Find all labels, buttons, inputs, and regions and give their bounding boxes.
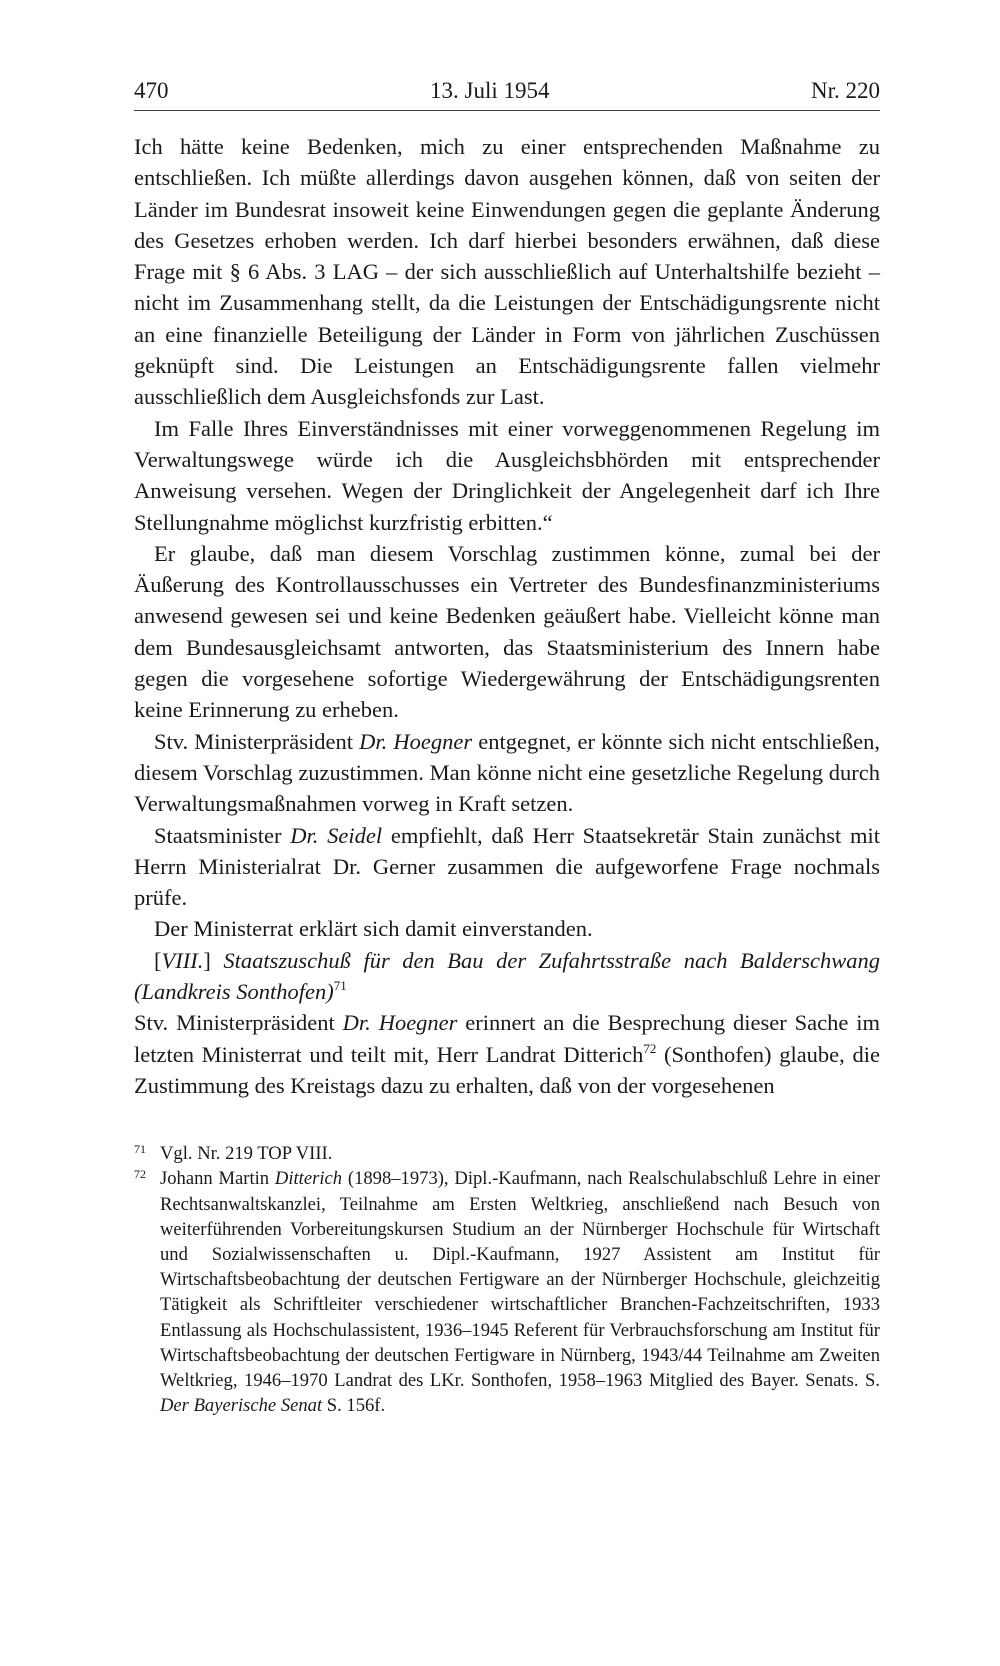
footnote [134,1166,880,1418]
paragraph-5: Staatsminister Dr. Seidel empfiehlt, daß Herr Staatsekretär Stain zunächst mit Herrn Ministerialrat Dr. Gerner zusammen die aufgeworfene Frage nochmals prüfe. [134,822,880,911]
paragraph-6: Der Ministerrat erklärt sich damit einverstanden. [154,916,593,942]
footnote-number: 71 [134,1142,146,1157]
footnote-text: Johann Martin Ditterich (1898–1973), Dipl.-Kaufmann, nach Realschulabschluß Lehre in einer Rechtsanwaltskanzlei, Teilnahme am Ersten Weltkrieg, anschließend nach Besuch von weiterführenden Vorbereitungskursen Studium an der Nürnberger Hochschule für Wirtschaft und Sozialwissenschaften u. Dipl.-Kaufmann, 1927 Assistent am Institut für Wirtschaftsbeobachtung der deutschen Fertigware an der Nürnberger Hochschule, gleichzeitig Tätigkeit als Schriftleiter verschiedener wirtschaftlicher Branchen-Fachzeitschriften, 1933 Entlassung als Hochschulassistent, 1936–1945 Referent für Verbrauchsforschung am Institut für Wirtschaftsbeobachtung der deutschen Fertigware in Nürnberg, 1943/44 Teilnahme am Zweiten Weltkrieg, 1946–1970 Landrat des LKr. Sonthofen, 1958–1963 Mitglied des Bayer. Senats. S. Der Bayerische Senat S. 156f. [160,1168,880,1417]
footnote [134,1141,880,1166]
paragraph-3: Er glaube, daß man diesem Vorschlag zustimmen könne, zumal bei der Äußerung des Kontrollausschusses ein Vertreter des Bundesfinanzministeriums anwesend gewesen sei und keine Bedenken geäußert habe. Vielleicht könne man dem Bundesausgleichsamt antworten, das Staatsministerium des Innern habe gegen die vorgesehene sofortige Wiedergewährung der Entschädigungsrenten keine Erinnerung zu erheben. [134,540,880,723]
paragraph-quote-1: Ich hätte keine Bedenken, mich zu einer entsprechenden Maßnahme zu entschließen. Ich müßte allerdings davon ausgehen können, daß von seiten der Länder im Bundesrat insoweit keine Einwendungen gegen die geplante Änderung des Gesetzes erhoben werden. Ich darf hierbei besonders erwähnen, daß diese Frage mit § 6 Abs. 3 LAG – der sich ausschließlich auf Unterhaltshilfe bezieht – nicht im Zusammenhang stellt, da die Leistungen der Entschädigungsrente nicht an eine finanzielle Beteiligung der Länder in Form von jährlichen Zuschüssen geknüpft sind. Die Leistungen an Entschädigungsrente fallen vielmehr ausschließlich dem Ausgleichsfonds zur Last. [134,134,880,410]
header-date: 13. Juli 1954 [430,78,550,103]
issue-number: Nr. 220 [810,78,880,103]
section-title: Staatszuschuß für den Bau der Zufahrtsstraße nach Balderschwang (Landkreis Sonthofen) [134,947,880,1005]
person-name: Ditterich [274,1168,343,1190]
speaker-name: Dr. Hoegner [359,728,473,754]
page-number: 470 [134,78,169,103]
paragraph-quote-2: Im Falle Ihres Einverständnisses mit einer vorweggenommenen Regelung im Verwaltungswege würde ich die Ausgleichsbhörden mit entsprechender Anweisung versehen. Wegen der Dringlichkeit der Angelegenheit darf ich Ihre Stellungnahme möglichst kurzfristig erbitten.“ [134,415,880,535]
footnote-text: Vgl. Nr. 219 TOP VIII. [160,1143,333,1165]
footnote-ref: 72 [643,1040,657,1056]
paragraph-7: Stv. Ministerpräsident Dr. Hoegner erinnert an die Besprechung dieser Sache im letzten Ministerrat und teilt mit, Herr Landrat Ditterich$^{72}$ (Sonthofen) glaube, die Zustimmung des Kreistags dazu zu erhalten, daß von der vorgesehenen [134,1010,880,1098]
footnote-number: 72 [134,1167,146,1182]
running-header [134,78,880,111]
speaker-name: Dr. Seidel [290,822,383,848]
section-heading: [VIII.] Staatszuschuß für den Bau der Zufahrtsstraße nach Balderschwang (Landkreis Sonthofen)$^{71}$ [134,947,880,1005]
speaker-name: Dr. Hoegner [342,1010,458,1036]
body-text [134,131,880,1101]
section-number: VIII. [161,947,204,973]
reference-title: Der Bayerische Senat [160,1395,323,1417]
paragraph-4: Stv. Ministerpräsident Dr. Hoegner entgegnet, er könnte sich nicht entschließen, diesem Vorschlag zuzustimmen. Man könne nicht eine gesetzliche Regelung durch Verwaltungsmaßnahmen vorweg in Kraft setzen. [134,728,881,817]
document-page [134,78,880,1418]
footnote-ref: 71 [333,978,347,994]
footnotes [134,1141,880,1418]
